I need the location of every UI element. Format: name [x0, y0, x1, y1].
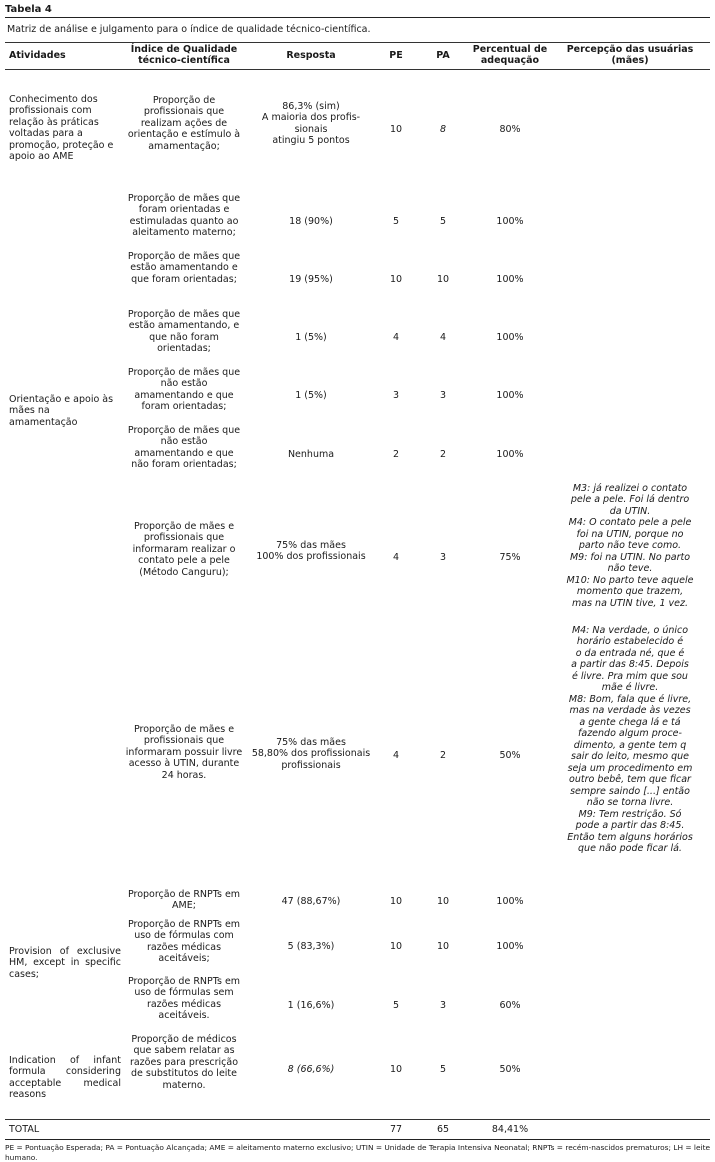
perception-line: Então tem alguns horários	[567, 831, 693, 843]
row-pe: 2	[392, 449, 400, 460]
perception-line: dimento, a gente tem q	[573, 739, 687, 751]
table-label: Tabela 4	[5, 4, 52, 15]
row-response	[249, 737, 373, 771]
response-line: atingiu 5 pontos	[272, 135, 350, 147]
row-pct: 60%	[499, 1000, 521, 1011]
response-line: 58,80% dos profissionais	[251, 748, 371, 760]
row-indicator: Proporção de mães que estão amamentando, e que não foram orientadas;	[127, 309, 241, 355]
row-response: 18 (90%)	[289, 216, 333, 227]
response-line: A maioria dos profis-	[261, 112, 361, 124]
activity-indication: Indication of infant formula considering acceptable medical reasons	[9, 1055, 121, 1101]
row-indicator: Proporção de médicos que sabem relatar as razões para prescrição de substitutos do leite materno.	[129, 1034, 239, 1091]
perception-line: sair do leito, mesmo que	[571, 751, 689, 763]
header-pe: PE	[389, 49, 403, 61]
perception-line: M4: O contato pele a pele	[568, 517, 692, 529]
header-percentual: Percentual de adequação	[472, 44, 548, 66]
row-response: 8 (66,6%)	[287, 1064, 335, 1075]
header-resposta: Resposta	[286, 49, 336, 61]
header-percepcao: Percepção das usuárias (mães)	[566, 44, 694, 66]
row-response	[249, 101, 373, 147]
row-pa: 8	[439, 124, 447, 135]
response-line: 100% dos profissionais	[256, 551, 366, 563]
perception-line: mas na verdade às vezes	[569, 705, 691, 717]
row-indicator: Proporção de mães e profissionais que informaram realizar o contato pele a pele (Método Canguru);	[132, 521, 236, 578]
perception-line: não teve.	[607, 563, 653, 575]
header-indice: Índice de Qualidade técnico-científica	[130, 44, 238, 66]
perception-line: fazendo algum proce-	[578, 728, 682, 740]
row-indicator: Proporção de mães e profissionais que informaram possuir livre acesso à UTIN, durante 24 horas.	[125, 724, 243, 781]
row-pa: 10	[436, 941, 450, 952]
perception-line: seja um procedimento em	[567, 762, 693, 774]
row-pct: 100%	[496, 941, 524, 952]
response-line: 75% das mães	[276, 540, 346, 551]
perception-line: não se torna livre.	[586, 797, 674, 809]
row-response: Nenhuma	[287, 449, 335, 460]
row-pa: 3	[439, 1000, 447, 1011]
row-pe: 4	[392, 552, 400, 563]
perception-line: pele a pele. Foi lá dentro	[570, 494, 690, 506]
perception-line: mãe é livre.	[601, 682, 659, 694]
row-pa: 3	[439, 552, 447, 563]
row-pct: 100%	[496, 332, 524, 343]
row-indicator: Proporção de profissionais que realizam ações de orientação e estímulo à amamentação;	[127, 95, 241, 152]
perception-line: M9: foi na UTIN. No parto	[569, 551, 691, 563]
row-pa: 10	[436, 896, 450, 907]
header-pa: PA	[436, 49, 450, 61]
perception-line: M4: Na verdade, o único	[571, 625, 689, 636]
total-row	[5, 1120, 710, 1139]
row-pct: 100%	[496, 216, 524, 227]
row-pct: 50%	[499, 750, 521, 761]
perception-line: M9: Tem restrição. Só	[578, 808, 682, 820]
row-response: 1 (16,6%)	[287, 1000, 335, 1011]
row-pe: 10	[389, 274, 403, 285]
row-pe: 10	[389, 941, 403, 952]
perception-line: mas na UTIN tive, 1 vez.	[572, 597, 688, 609]
row-indicator: Proporção de RNPTs em uso de fórmulas sem razões médicas aceitáveis.	[127, 976, 241, 1022]
row-pct: 80%	[499, 124, 521, 135]
table-header	[5, 43, 710, 69]
row-response: 1 (5%)	[295, 390, 327, 401]
perception-line: M8: Bom, fala que é livre,	[568, 693, 692, 705]
activity-orientacao: Orientação e apoio às mães na amamentação	[9, 394, 114, 428]
header-atividades: Atividades	[9, 49, 66, 61]
row-pa: 5	[439, 216, 447, 227]
perception-line: que não pode ficar lá.	[578, 843, 682, 855]
perception-line: horário estabelecido é	[576, 636, 684, 648]
total-label: TOTAL	[9, 1124, 40, 1135]
row-response: 1 (5%)	[295, 332, 327, 343]
row-pa: 10	[436, 274, 450, 285]
row-pe: 10	[389, 896, 403, 907]
response-line: sionais	[294, 123, 328, 135]
activity-provision: Provision of exclusive HM, except in specific cases;	[9, 946, 121, 980]
row-response: 47 (88,67%)	[281, 896, 341, 907]
row-pa: 4	[439, 332, 447, 343]
perception-line: a partir das 8:45. Depois	[571, 659, 689, 671]
row-indicator: Proporção de mães que foram orientadas e estimuladas quanto ao aleitamento materno;	[127, 193, 241, 239]
perception-line: M10: No parto teve aquele	[566, 574, 694, 586]
row-response: 5 (83,3%)	[287, 941, 335, 952]
table-body	[5, 70, 710, 1119]
row-pe: 10	[389, 1064, 403, 1075]
row-pe: 5	[392, 1000, 400, 1011]
row-indicator: Proporção de mães que não estão amamentando e que foram orientadas;	[127, 367, 241, 413]
total-pa: 65	[436, 1124, 450, 1135]
perception-line: é livre. Pra mim que sou	[572, 670, 688, 682]
row-pa: 2	[439, 750, 447, 761]
row-response: 19 (95%)	[289, 274, 333, 285]
perception-line: parto não teve como.	[578, 540, 682, 552]
table-footnote: PE = Pontuação Esperada; PA = Pontuação Alcançada; AME = aleitamento materno exclusivo; UTIN = Unidade de Terapia Intensiva Neonatal; RNPTs = recém-nascidos prematuros; LH = leite humano.	[5, 1143, 711, 1162]
row-pa: 3	[439, 390, 447, 401]
row-perception	[555, 625, 705, 855]
row-pe: 4	[392, 750, 400, 761]
row-pe: 5	[392, 216, 400, 227]
total-pe: 77	[389, 1124, 403, 1135]
row-indicator: Proporção de RNPTs em AME;	[127, 889, 241, 912]
perception-line: foi na UTIN, porque no	[576, 528, 684, 540]
row-indicator: Proporção de RNPTs em uso de fórmulas com razões médicas aceitáveis;	[127, 919, 241, 965]
row-pe: 10	[389, 124, 403, 135]
row-pct: 100%	[496, 896, 524, 907]
row-pe: 4	[392, 332, 400, 343]
row-indicator: Proporção de mães que não estão amamentando e que não foram orientadas;	[127, 425, 241, 471]
perception-line: momento que trazem,	[576, 586, 684, 598]
total-pct: 84,41%	[491, 1124, 529, 1135]
perception-line: pode a partir das 8:45.	[575, 820, 685, 832]
row-pa: 2	[439, 449, 447, 460]
row-pct: 100%	[496, 449, 524, 460]
row-pct: 100%	[496, 390, 524, 401]
row-response	[249, 540, 373, 563]
row-pct: 100%	[496, 274, 524, 285]
perception-line: o da entrada né, que é	[575, 647, 685, 659]
response-line: profissionais	[281, 759, 341, 771]
perception-line: da UTIN.	[609, 505, 651, 517]
activity-conhecimento: Conhecimento dos profissionais com relação às práticas voltadas para a promoção, proteção e apoio ao AME	[9, 94, 114, 163]
response-line: 75% das mães	[276, 737, 346, 748]
perception-line: outro bebê, tem que ficar	[569, 774, 691, 786]
row-pa: 5	[439, 1064, 447, 1075]
row-perception	[555, 483, 705, 609]
row-pct: 75%	[499, 552, 521, 563]
row-indicator: Proporção de mães que estão amamentando e que foram orientadas;	[127, 251, 241, 285]
response-line: 86,3% (sim)	[282, 101, 340, 112]
table-container	[5, 3, 710, 1162]
table-caption: Matriz de análise e julgamento para o índice de qualidade técnico-científica.	[7, 24, 371, 35]
perception-line: sempre saindo [...] então	[570, 785, 690, 797]
row-pe: 3	[392, 390, 400, 401]
row-pct: 50%	[499, 1064, 521, 1075]
perception-line: M3: já realizei o contato	[572, 483, 688, 494]
perception-line: a gente chega lá e tá	[579, 716, 681, 728]
